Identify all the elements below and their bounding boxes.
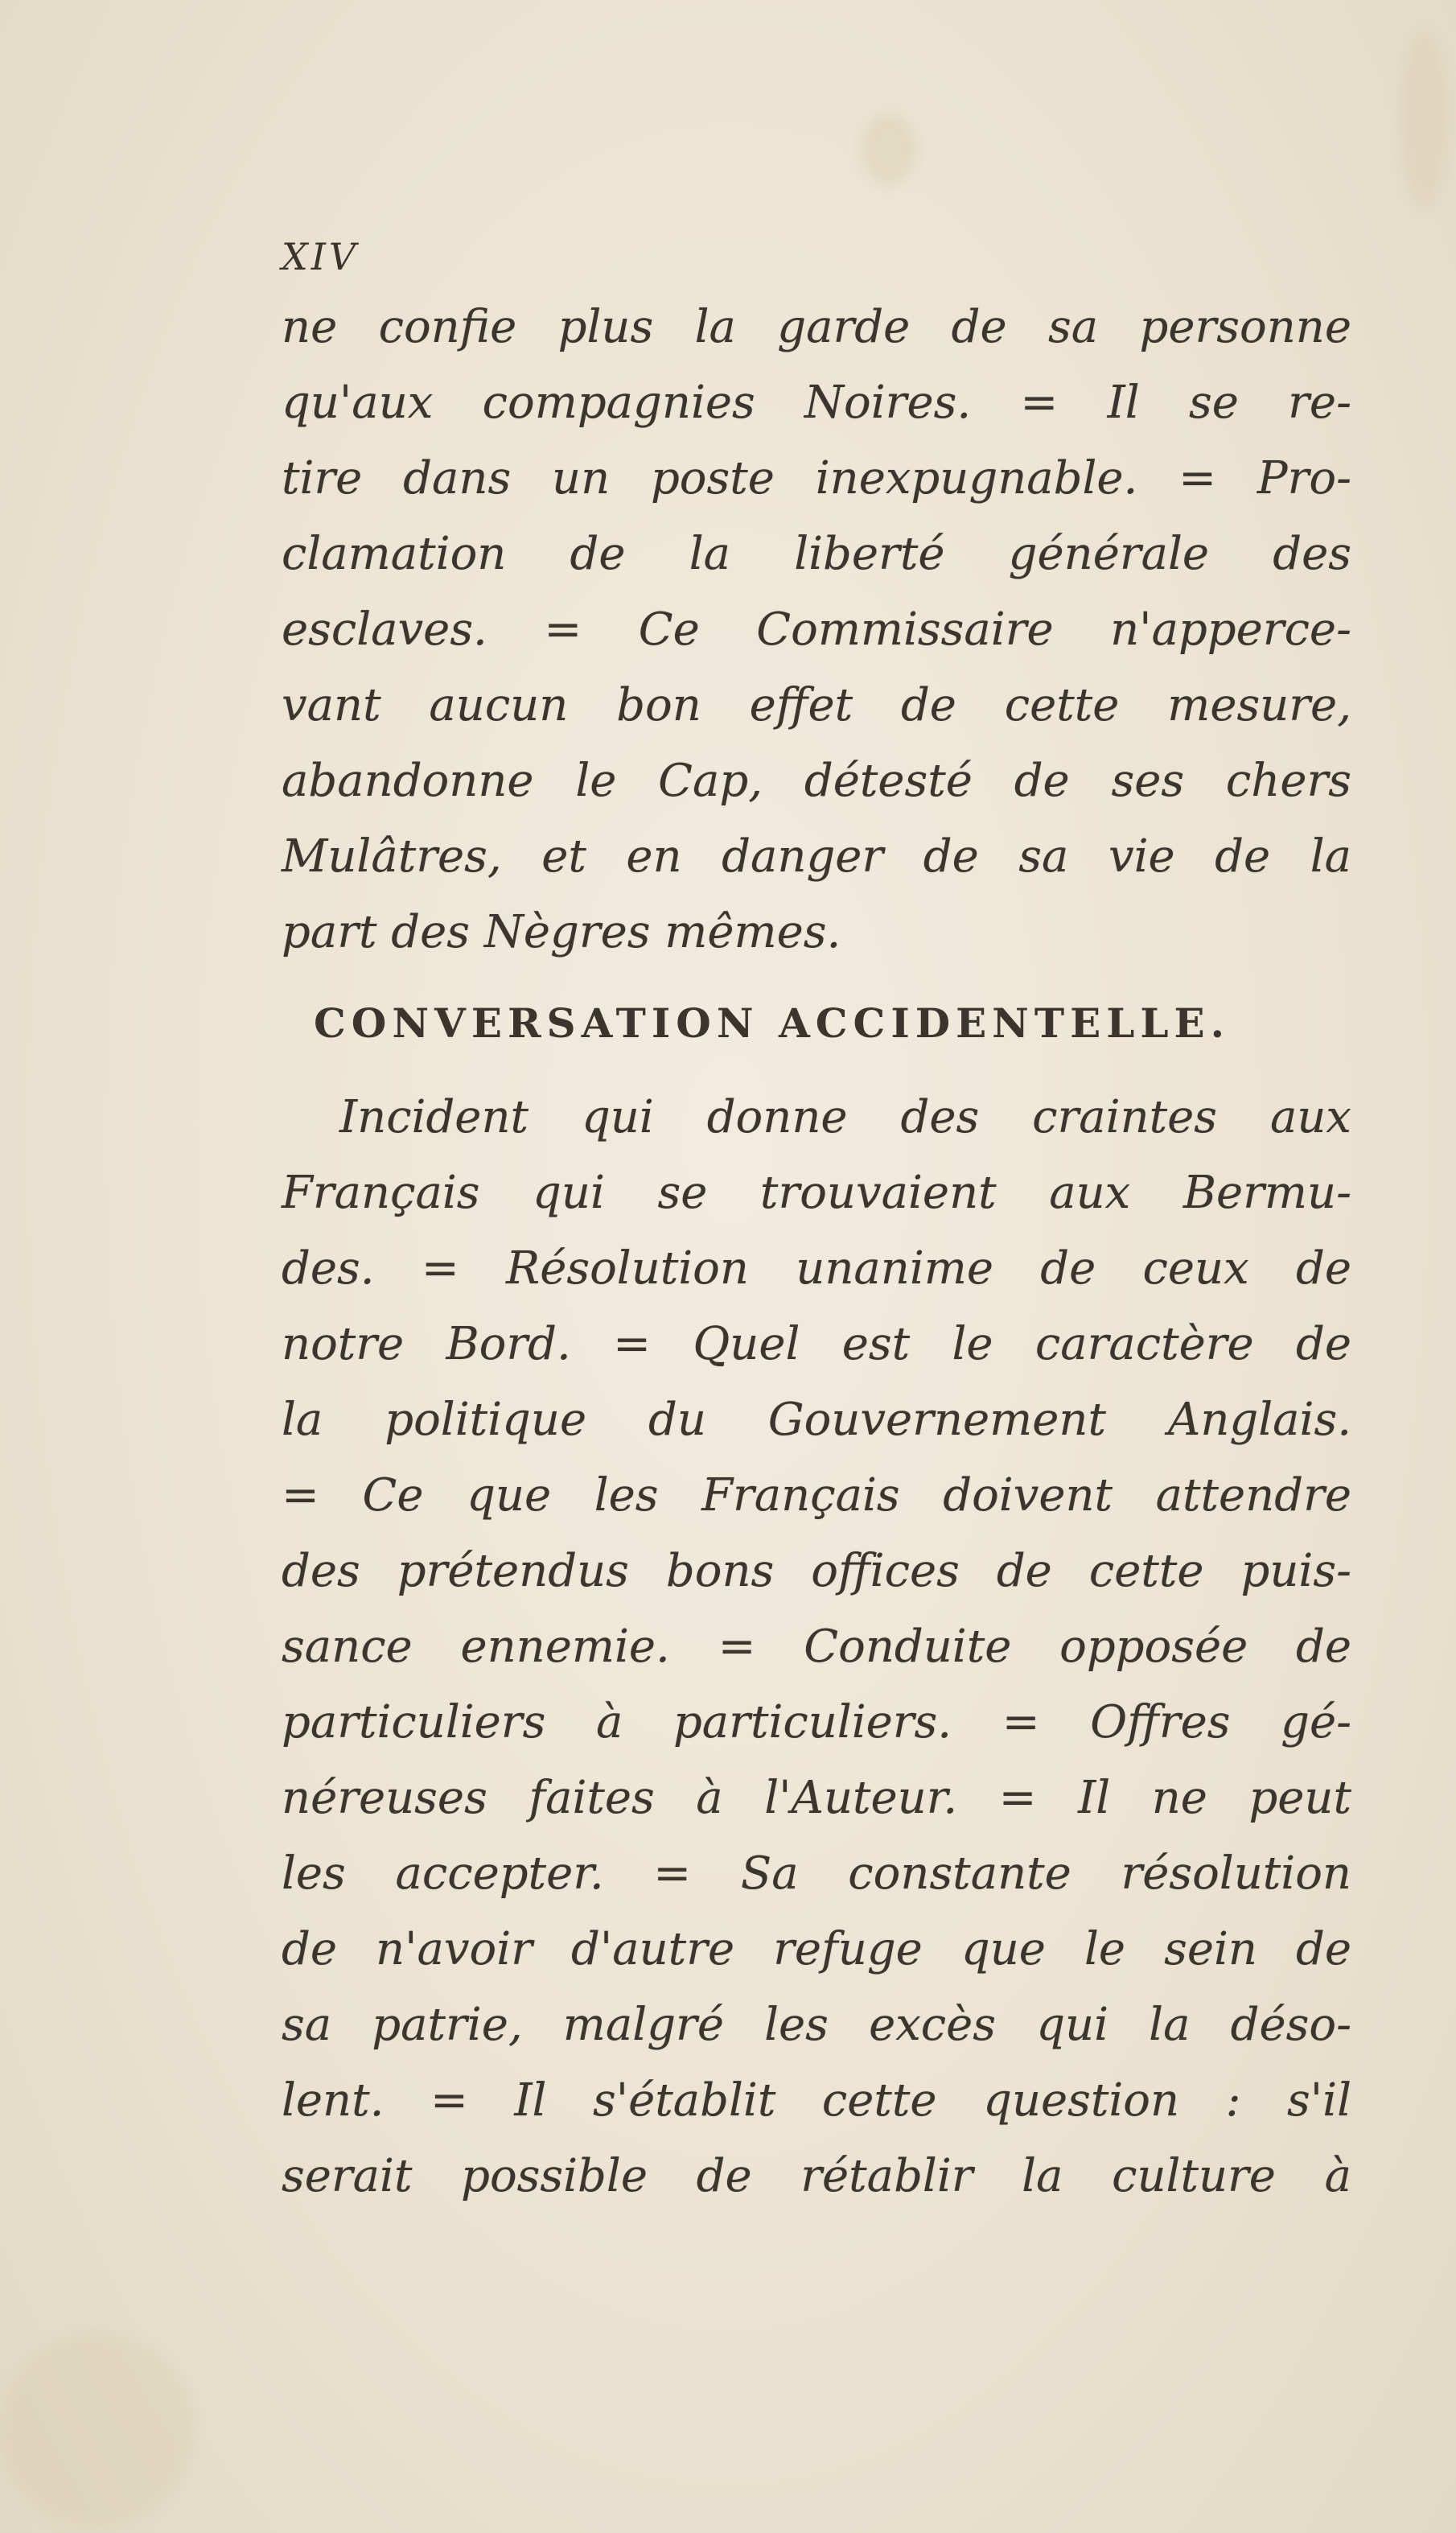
text-line: particuliers à particuliers. = Offres gé- bbox=[282, 1696, 1351, 1748]
paragraph-summary-2 bbox=[282, 1080, 1351, 2214]
text-line: notre Bord. = Quel est le caractère de bbox=[282, 1318, 1351, 1370]
text-line: esclaves. = Ce Commissaire n'apperce- bbox=[282, 603, 1351, 656]
text-line: ne confie plus la garde de sa personne bbox=[282, 301, 1351, 353]
text-line: serait possible de rétablir la culture à bbox=[282, 2150, 1351, 2202]
text-line: les accepter. = Sa constante résolution bbox=[282, 1847, 1351, 1900]
text-line: des prétendus bons offices de cette puis- bbox=[282, 1545, 1351, 1597]
text-line: clamation de la liberté générale des bbox=[282, 528, 1351, 580]
text-line: qu'aux compagnies Noires. = Il se re- bbox=[282, 377, 1351, 429]
text-line: Incident qui donne des craintes aux bbox=[339, 1091, 1351, 1143]
paper-stain bbox=[861, 113, 917, 185]
text-line: sance ennemie. = Conduite opposée de bbox=[282, 1621, 1351, 1673]
paper-stain bbox=[0, 2333, 193, 2527]
page-number: XIV bbox=[282, 235, 360, 278]
text-line: tire dans un poste inexpugnable. = Pro- bbox=[282, 452, 1351, 505]
text-line: de n'avoir d'autre refuge que le sein de bbox=[282, 1923, 1351, 1975]
text-line: la politique du Gouvernement Anglais. bbox=[282, 1394, 1351, 1446]
text-line: part des Nègres mêmes. bbox=[282, 906, 841, 958]
text-line: Français qui se trouvaient aux Bermu- bbox=[282, 1167, 1351, 1219]
text-line: abandonne le Cap, détesté de ses chers bbox=[282, 755, 1351, 807]
text-line: Mulâtres, et en danger de sa vie de la bbox=[282, 830, 1351, 883]
text-line: sa patrie, malgré les excès qui la déso- bbox=[282, 1999, 1351, 2051]
text-line: des. = Résolution unanime de ceux de bbox=[282, 1242, 1351, 1295]
text-line: néreuses faites à l'Auteur. = Il ne peut bbox=[282, 1772, 1351, 1824]
page-text bbox=[282, 290, 1351, 2214]
text-line: lent. = Il s'établit cette question : s'il bbox=[282, 2074, 1351, 2127]
section-heading: CONVERSATION ACCIDENTELLE. bbox=[314, 999, 1231, 1047]
text-line: vant aucun bon effet de cette mesure, bbox=[282, 679, 1351, 731]
text-line: = Ce que les Français doivent attendre bbox=[282, 1469, 1351, 1522]
paper-stain bbox=[1400, 32, 1448, 209]
paragraph-summary-1 bbox=[282, 290, 1351, 970]
